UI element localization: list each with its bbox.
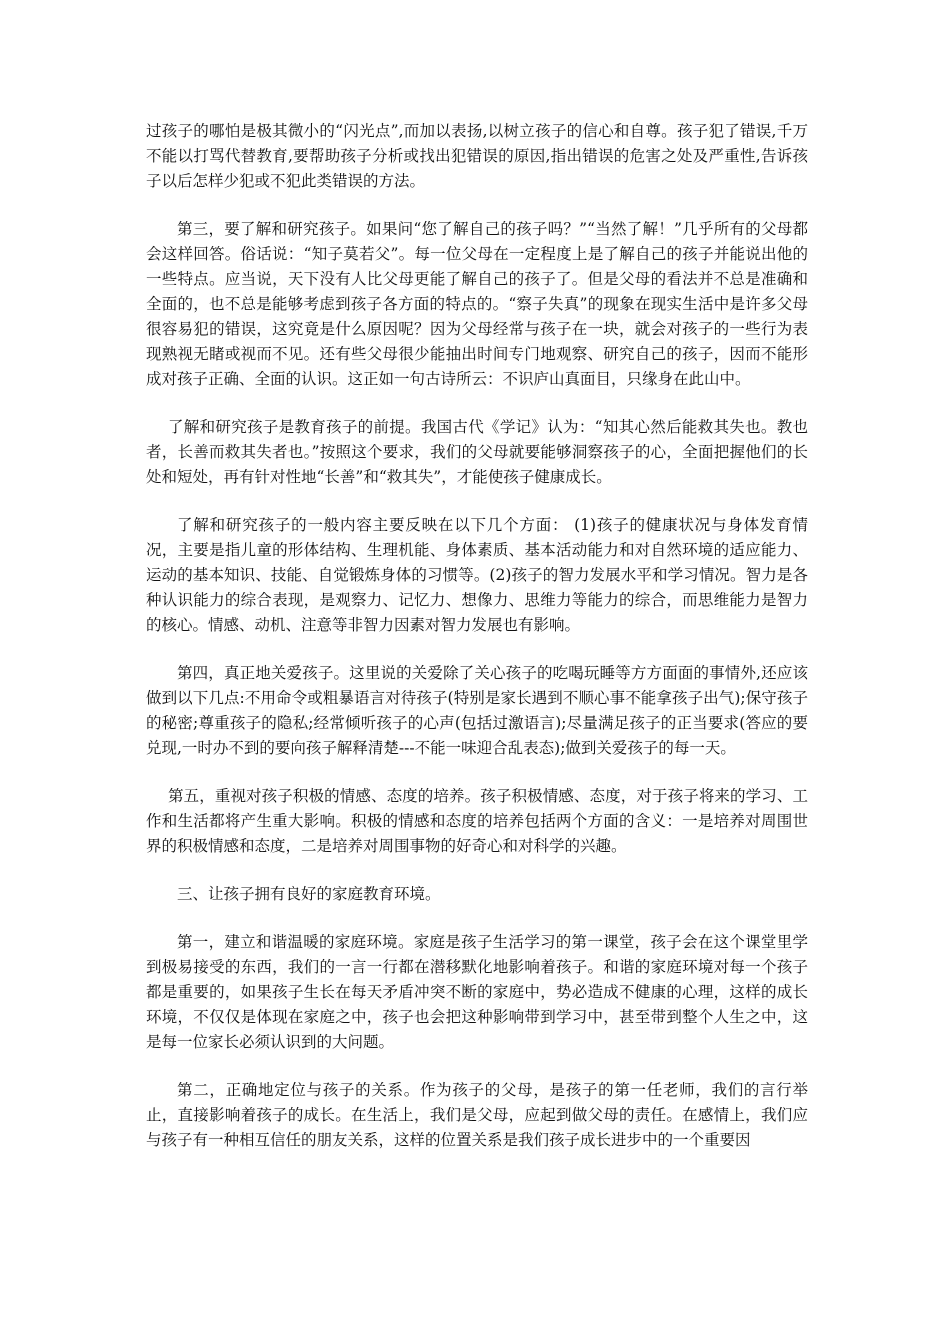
paragraph-parent-relationship: 第二，正确地定位与孩子的关系。作为孩子的父母，是孩子的第一任老师，我们的言行举止，直接影响着孩子的成长。在生活上，我们是父母，应起到做父母的责任。在感情上，我们应与孩子有一种相互信任的朋友关系，这样的位置关系是我们孩子成长进步中的一个重要因 [146,1081,808,1149]
section-heading-family-environment: 三、让孩子拥有良好的家庭教育环境。 [177,885,441,903]
paragraph-research-contents: 了解和研究孩子的一般内容主要反映在以下几个方面： (1)孩子的健康状况与身体发育情况，主要是指儿童的形体结构、生理机能、身体素质、基本活动能力和对自然环境的适应能力、运动的基本知识、技能、自觉锻炼身体的习惯等。(2)孩子的智力发展水平和学习情况。智力是各种认识能力的综合表现，是观察力、记忆力、想像力、思维力等能力的综合，而思维能力是智力的核心。情感、动机、注意等非智力因素对智力发展也有影响。 [146,516,808,634]
paragraph-harmonious-home: 第一，建立和谐温暖的家庭环境。家庭是孩子生活学习的第一课堂，孩子会在这个课堂里学到极易接受的东西，我们的一言一行都在潜移默化地影响着孩子。和谐的家庭环境对每一个孩子都是重要的，如果孩子生长在每天矛盾冲突不断的家庭中，势必造成不健康的心理，这样的成长环境，不仅仅是体现在家庭之中，孩子也会把这种影响带到学习中，甚至带到整个人生之中，这是每一位家长必须认识到的大问题。 [146,933,808,1051]
paragraph-education-premise: 了解和研究孩子是教育孩子的前提。我国古代《学记》认为：“知其心然后能救其失也。教也者，长善而救其失者也。”按照这个要求，我们的父母就要能够洞察孩子的心，全面把握他们的长处和短处，再有针对性地“长善”和“救其失”，才能使孩子健康成长。 [146,418,808,486]
document-page [146,119,808,1176]
paragraph-care-child: 第四，真正地关爱孩子。这里说的关爱除了关心孩子的吃喝玩睡等方方面面的事情外,还应该做到以下几点:不用命令或粗暴语言对待孩子(特别是家长遇到不顺心事不能拿孩子出气);保守孩子的秘密;尊重孩子的隐私;经常倾听孩子的心声(包括过激语言);尽量满足孩子的正当要求(答应的要兑现,一时办不到的要向孩子解释清楚---不能一味迎合乱表态);做到关爱孩子的每一天。 [146,664,808,757]
paragraph-understand-child: 第三，要了解和研究孩子。如果问“您了解自己的孩子吗？”“当然了解！”几乎所有的父母都会这样回答。俗话说：“知子莫若父”。每一位父母在一定程度上是了解自己的孩子并能说出他的一些特点。应当说，天下没有人比父母更能了解自己的孩子了。但是父母的看法并不总是准确和全面的，也不总是能够考虑到孩子各方面的特点的。“察子失真”的现象在现实生活中是许多父母很容易犯的错误，这究竟是什么原因呢？因为父母经常与孩子在一块，就会对孩子的一些行为表现熟视无睹或视而不见。还有些父母很少能抽出时间专门地观察、研究自己的孩子，因而不能形成对孩子正确、全面的认识。这正如一句古诗所云：不识庐山真面目，只缘身在此山中。 [146,220,808,388]
paragraph-positive-emotion: 第五，重视对孩子积极的情感、态度的培养。孩子积极情感、态度，对于孩子将来的学习、工作和生活都将产生重大影响。积极的情感和态度的培养包括两个方面的含义：一是培养对周围世界的积极情感和态度，二是培养对周围事物的好奇心和对科学的兴趣。 [146,787,808,855]
paragraph-praise-child: 过孩子的哪怕是极其微小的“闪光点”,而加以表扬,以树立孩子的信心和自尊。孩子犯了错误,千万不能以打骂代替教育,要帮助孩子分析或找出犯错误的原因,指出错误的危害之处及严重性,告诉孩子以后怎样少犯或不犯此类错误的方法。 [146,122,808,190]
